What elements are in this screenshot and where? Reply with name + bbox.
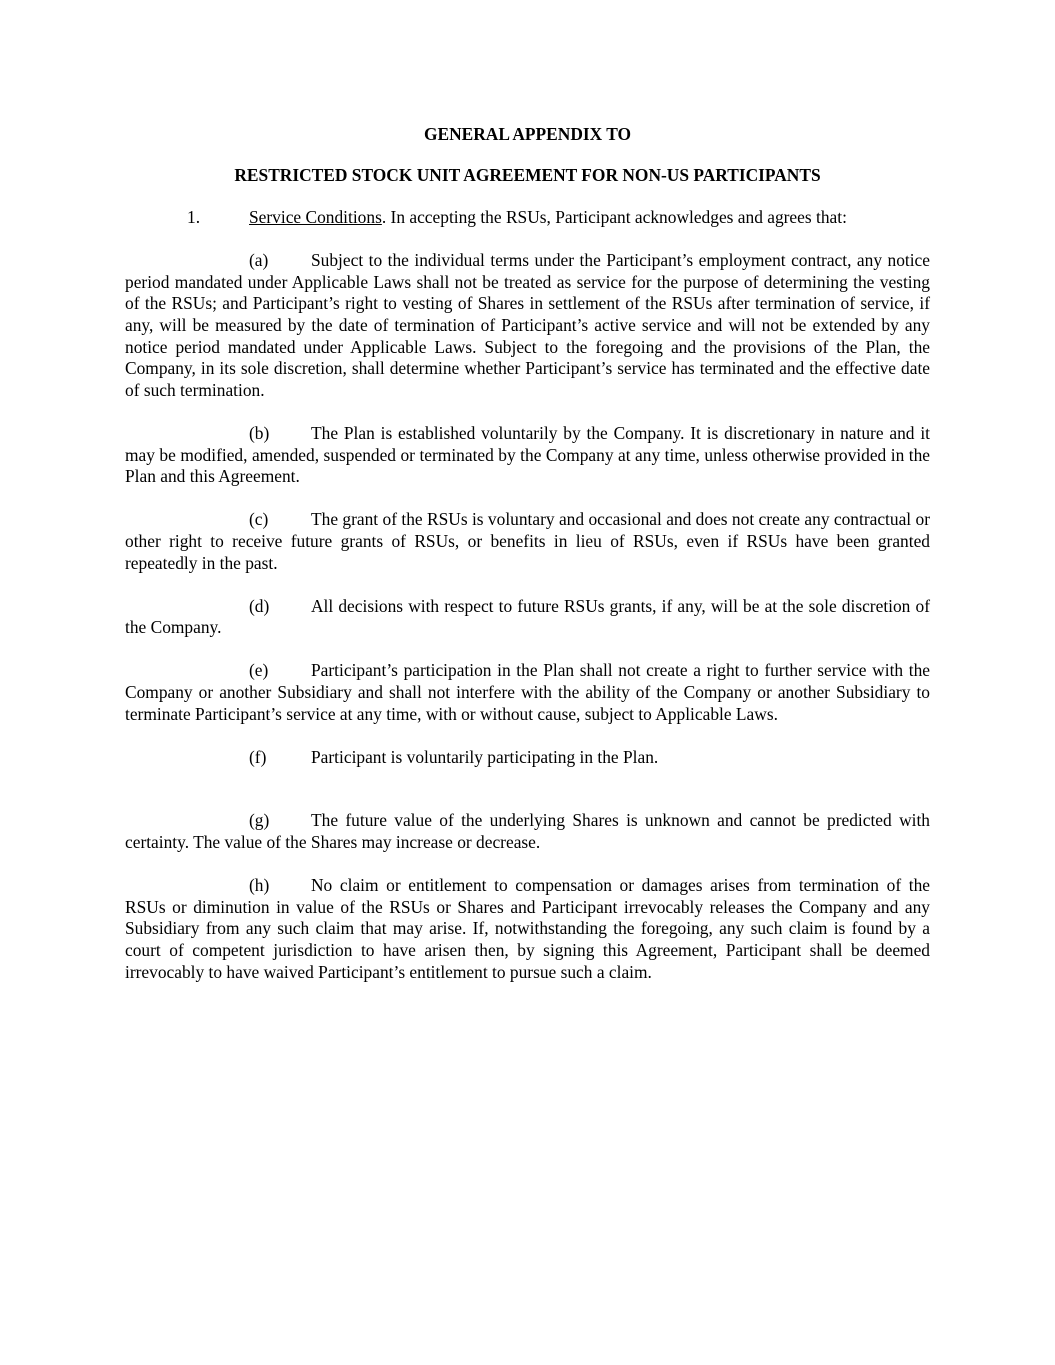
clause-marker: (f) (249, 746, 267, 767)
document-subtitle: RESTRICTED STOCK UNIT AGREEMENT FOR NON-US PARTICIPANTS (234, 164, 821, 185)
clause-marker: (d) (249, 595, 270, 616)
section-heading: Service Conditions (249, 207, 382, 228)
clause-marker: (c) (249, 509, 269, 530)
clause-h (125, 875, 930, 983)
section-intro: . In accepting the RSUs, Participant acknowledges and agrees that: (381, 207, 847, 228)
section-1-header (125, 207, 930, 229)
clause-marker: (g) (249, 810, 270, 831)
section-number: 1. (187, 207, 201, 228)
clause-text: Participant’s participation in the Plan shall not create a right to further service with the Company or another Subsidiary and shall not interfere with the ability of the Company or another Subsidiary to terminate Participant’s service at any time, with or without cause, subject to Applicable Laws. (125, 660, 930, 724)
clause-g (125, 810, 930, 853)
clause-marker: (h) (249, 875, 270, 896)
clause-text: The future value of the underlying Shares is unknown and cannot be predicted with certainty. The value of the Shares may increase or decrease. (125, 810, 930, 853)
clause-marker: (b) (249, 422, 270, 443)
document-title: GENERAL APPENDIX TO (423, 124, 632, 144)
clause-e (125, 660, 930, 725)
clause-a (125, 250, 930, 401)
document-body (125, 124, 930, 1005)
section-heading-line (249, 207, 847, 229)
clause-text: No claim or entitlement to compensation or damages arises from termination of the RSUs or diminution in value of the RSUs or Shares and Participant irrevocably releases the Company and any Subsidiary from any such claim that may arise. If, notwithstanding the foregoing, any such claim is found by a court of competent jurisdiction to have arisen then, by signing this Agreement, Participant shall be deemed irrevocably to have waived Participant’s entitlement to pursue such a claim. (125, 875, 930, 982)
clause-marker: (e) (249, 660, 269, 681)
clause-c (125, 509, 930, 574)
clause-text: Participant is voluntarily participating in the Plan. (311, 746, 659, 767)
clause-text: The Plan is established voluntarily by the Company. It is discretionary in nature and it may be modified, amended, suspended or terminated by the Company at any time, unless otherwise provided in the Plan and this Agreement. (125, 422, 930, 487)
clause-text: All decisions with respect to future RSUs grants, if any, will be at the sole discretion of the Company. (125, 595, 930, 638)
clause-b (125, 423, 930, 488)
clause-marker: (a) (249, 250, 269, 271)
clause-d (125, 596, 930, 639)
clause-text: The grant of the RSUs is voluntary and occasional and does not create any contractual or other right to receive future grants of RSUs, or benefits in lieu of RSUs, even if RSUs have been granted repeatedly in the past. (125, 509, 930, 573)
clause-f (125, 747, 930, 769)
clause-text: Subject to the individual terms under the Participant’s employment contract, any notice period mandated under Applicable Laws shall not be treated as service for the purpose of determining the vesting of the RSUs; and Participant’s right to vesting of Shares in settlement of the RSUs after termination of service, if any, will be measured by the date of termination of Participant’s active service and will not be extended by any notice period mandated under Applicable Laws. Subject to the foregoing and the provisions of the Plan, the Company, in its sole discretion, shall determine whether Participant’s service has terminated and the effective date of such termination. (125, 250, 930, 400)
